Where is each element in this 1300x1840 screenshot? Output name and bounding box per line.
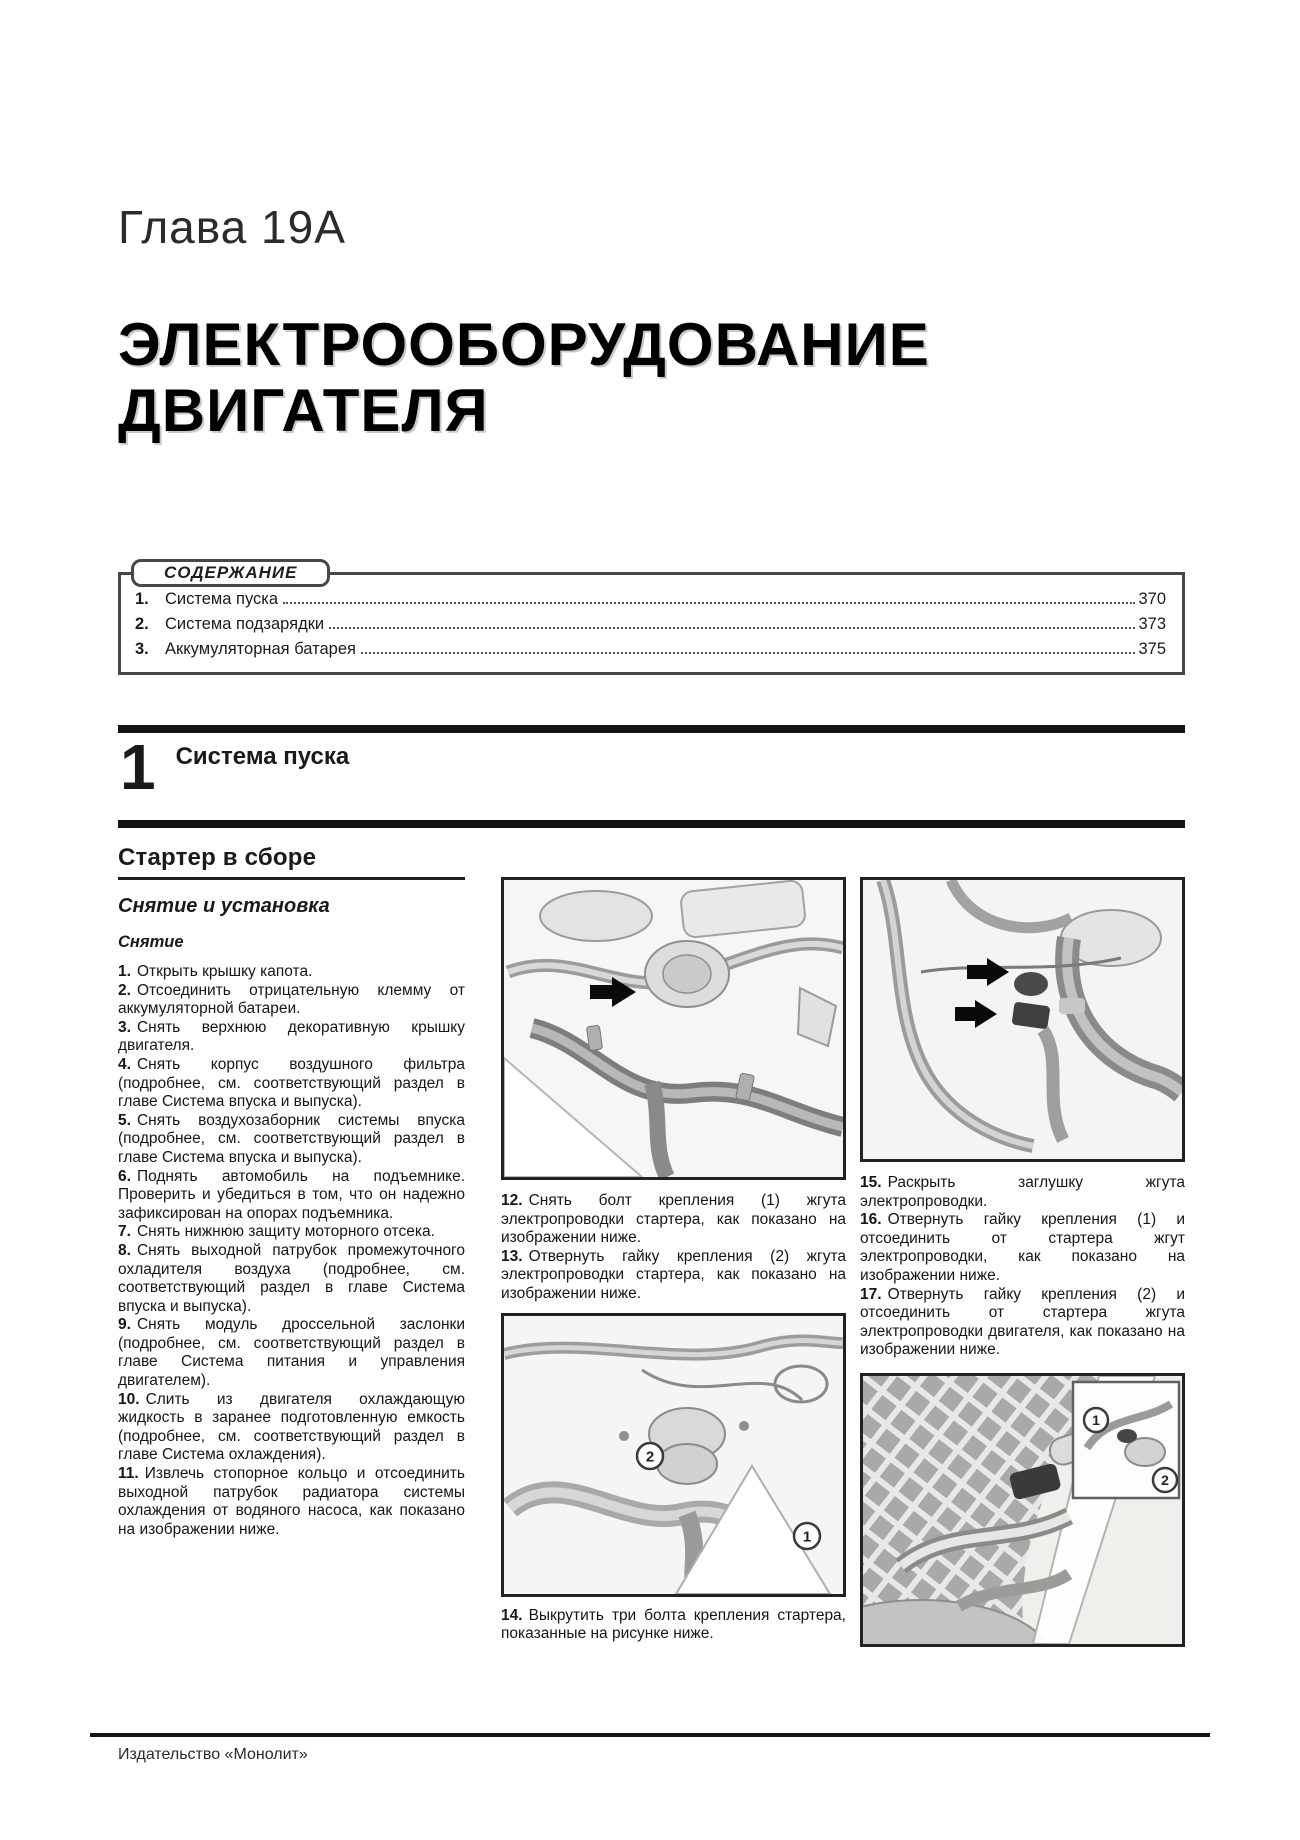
step-number: 12. xyxy=(501,1192,523,1209)
section-number: 1 xyxy=(120,731,156,803)
step-item xyxy=(501,1607,846,1644)
step-text: Отсоединить отрицательную клемму от аккумуляторной батареи. xyxy=(118,981,465,1018)
step-item xyxy=(118,1465,465,1539)
step-number: 13. xyxy=(501,1247,523,1265)
procedure-steps-1-11 xyxy=(118,963,465,1539)
article-subsubheading: Снятие xyxy=(118,933,184,951)
toc-entry-title: Аккумуляторная батарея xyxy=(165,640,356,658)
step-text: Отвернуть гайку крепления (2) и отсоединить от стартера жгута электропроводки двигателя, как показано на изображении ниже. xyxy=(860,1285,1185,1359)
step-item xyxy=(860,1211,1185,1285)
inset-detail-box xyxy=(1073,1382,1179,1498)
step-text: Отвернуть гайку крепления (1) и отсоединить от стартера жгут электропроводки, как показано на изображении ниже. xyxy=(860,1211,1185,1284)
step-text: Снять модуль дроссельной заслонки (подробнее, см. соответствующий раздел в главе Система питания и управления двигателем). xyxy=(118,1316,465,1390)
section-title: Система пуска xyxy=(175,743,350,770)
procedure-steps-15-17 xyxy=(860,1174,1185,1360)
step-text: Раскрыть заглушку жгута электропроводки. xyxy=(860,1174,1185,1210)
callout-2-badge xyxy=(637,1443,663,1469)
toc-entry-number: 1. xyxy=(135,590,149,608)
callout-1-badge xyxy=(1084,1408,1108,1432)
step-number: 8. xyxy=(118,1241,131,1259)
callout-1-badge xyxy=(794,1523,820,1549)
toc-entry xyxy=(135,587,1166,612)
page-title-line2: ДВИГАТЕЛЯ xyxy=(118,377,489,444)
step-item xyxy=(118,1019,465,1056)
step-text: Снять воздухозаборник системы впуска (подробнее, см. соответствующий раздел в главе Система впуска и выпуска). xyxy=(118,1111,465,1166)
step-item xyxy=(118,1223,465,1242)
column-middle xyxy=(501,844,846,1647)
step-item xyxy=(501,1192,846,1248)
figure-starter-wiring-fasteners xyxy=(501,1313,846,1597)
step-number: 2. xyxy=(118,981,131,999)
engine-bay-drawing xyxy=(863,1376,1182,1644)
toc-entry xyxy=(135,637,1166,662)
step-item xyxy=(118,1056,465,1112)
dot-leader xyxy=(329,627,1135,629)
step-text: Открыть крышку капота. xyxy=(136,963,313,980)
step-text: Слить из двигателя охлаждающую жидкость в заранее подготовленную емкость (подробнее, см. соответствующий раздел в главе Система охлаждения). xyxy=(118,1390,465,1464)
dot-leader xyxy=(283,602,1135,604)
figure-radiator-hose xyxy=(501,877,846,1180)
step-text: Снять верхнюю декоративную крышку двигателя. xyxy=(118,1018,465,1055)
column-left xyxy=(118,844,465,1647)
step-item xyxy=(118,1242,465,1316)
toc-entry-page: 373 xyxy=(1138,615,1166,633)
step-number: 3. xyxy=(118,1018,131,1036)
article-heading: Стартер в сборе xyxy=(118,844,465,880)
step-item xyxy=(118,963,465,982)
engine-bay-drawing xyxy=(504,880,843,1177)
callout-label: 1 xyxy=(1092,1411,1100,1428)
article-subheading: Снятие и установка xyxy=(118,895,330,917)
step-number: 14. xyxy=(501,1606,523,1624)
figure-wiring-plug xyxy=(860,877,1185,1162)
page-title-line1: ЭЛЕКТРООБОРУДОВАНИЕ xyxy=(118,311,930,378)
step-number: 17. xyxy=(860,1285,882,1303)
step-text: Выкрутить три болта крепления стартера, показанные на рисунке ниже. xyxy=(501,1606,846,1643)
step-number: 11. xyxy=(118,1465,139,1483)
toc-entry-title: Система пуска xyxy=(165,590,279,608)
toc-entry-number: 2. xyxy=(135,615,149,633)
step-item xyxy=(860,1174,1185,1211)
procedure-steps-12-13 xyxy=(501,1192,846,1304)
page-content xyxy=(118,0,1185,1647)
callout-label: 1 xyxy=(802,1528,812,1546)
step-text: Снять болт крепления (1) жгута электропроводки стартера, как показано на изображении ниже. xyxy=(501,1192,846,1247)
publisher-text: Издательство «Монолит» xyxy=(118,1746,308,1763)
dot-leader xyxy=(361,652,1136,654)
engine-bay-drawing xyxy=(863,880,1182,1159)
step-item xyxy=(118,1168,465,1224)
step-text: Извлечь стопорное кольцо и отсоединить выходной патрубок радиатора системы охлаждения от водяного насоса, как показано на изображении ниже. xyxy=(118,1465,465,1538)
callout-2-badge xyxy=(1153,1468,1177,1492)
step-item xyxy=(118,982,465,1019)
toc-entry-title: Система подзарядки xyxy=(165,615,325,633)
three-column-body xyxy=(118,844,1185,1647)
step-item xyxy=(860,1286,1185,1360)
publisher-footer xyxy=(90,1733,1210,1764)
step-item xyxy=(118,1391,465,1465)
step-item xyxy=(118,1112,465,1168)
contents-box xyxy=(118,563,1185,675)
step-number: 7. xyxy=(118,1223,131,1241)
page-title xyxy=(118,312,1185,444)
step-number: 4. xyxy=(118,1055,131,1073)
figure-starter-terminals-inset xyxy=(860,1373,1185,1647)
toc-entry-page: 370 xyxy=(1138,590,1166,608)
callout-label: 2 xyxy=(1161,1471,1169,1488)
column-right xyxy=(860,844,1185,1647)
step-text: Отвернуть гайку крепления (2) жгута электропроводки стартера, как показано на изображении ниже. xyxy=(501,1247,846,1302)
toc-entry-page: 375 xyxy=(1138,640,1166,658)
step-text: Снять корпус воздушного фильтра (подробнее, см. соответствующий раздел в главе Система впуска и выпуска). xyxy=(118,1055,465,1111)
step-text: Поднять автомобиль на подъемнике. Проверить и убедиться в том, что он надежно зафиксирован на опорах подъемника. xyxy=(118,1167,465,1222)
toc-entry xyxy=(135,612,1166,637)
engine-bay-drawing xyxy=(504,1316,843,1594)
step-text: Снять выходной патрубок промежуточного охладителя воздуха (подробнее, см. соответствующий раздел в главе Система впуска и выпуска). xyxy=(118,1241,465,1315)
toc-entry-number: 3. xyxy=(135,640,149,658)
contents-tab-label: СОДЕРЖАНИЕ xyxy=(131,559,330,587)
step-number: 15. xyxy=(860,1174,882,1191)
step-number: 6. xyxy=(118,1167,131,1185)
step-number: 5. xyxy=(118,1111,131,1129)
step-number: 9. xyxy=(118,1316,131,1334)
step-number: 10. xyxy=(118,1390,140,1408)
step-number: 1. xyxy=(118,963,131,980)
step-text: Снять нижнюю защиту моторного отсека. xyxy=(136,1223,435,1241)
step-number: 16. xyxy=(860,1211,882,1229)
callout-label: 2 xyxy=(645,1448,655,1466)
step-item xyxy=(118,1316,465,1390)
section-header xyxy=(118,725,1185,828)
step-item xyxy=(501,1248,846,1304)
chapter-label: Глава 19А xyxy=(118,201,346,253)
